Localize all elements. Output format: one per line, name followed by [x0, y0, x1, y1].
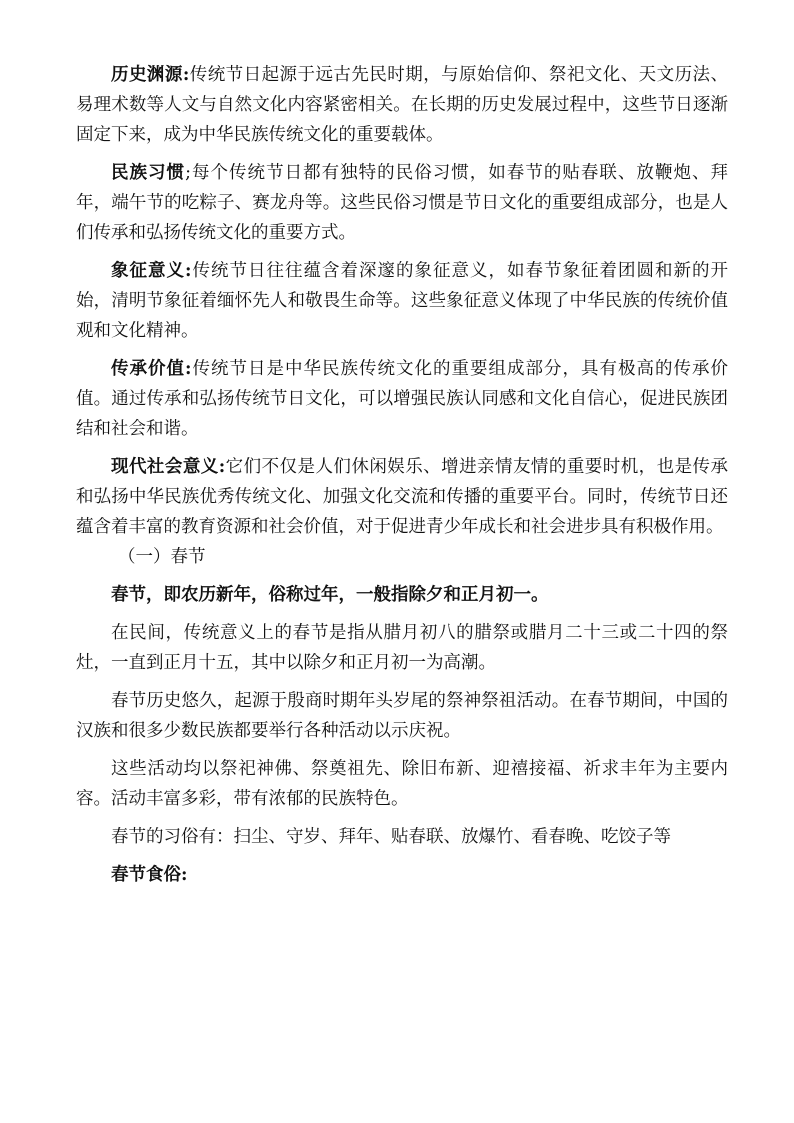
section-heading-spring-festival: （一）春节 [118, 547, 206, 567]
document-page [76, 60, 728, 890]
text-history: 传统节日起源于远古先民时期，与原始信仰、祭祀文化、天文历法、易理术数等人文与自然文化内容紧密相关。在长期的历史发展过程中，这些节日逐渐固定下来，成为中华民族传统文化的重要载体。 [76, 65, 728, 145]
text-symbolism: 传统节日往往蕴含着深邃的象征意义，如春节象征着团圆和新的开始，清明节象征着缅怀先人和敬畏生命等。这些象征意义体现了中华民族的传统价值观和文化精神。 [76, 261, 728, 341]
paragraph-customs [76, 158, 728, 248]
text-modern: 它们不仅是人们休闲娱乐、增进亲情友情的重要时机，也是传承和弘扬中华民族优秀传统文化、加强文化交流和传播的重要平台。同时，传统节日还蕴含着丰富的教育资源和社会价值，对于促进青少年成长和社会进步具有积极作用。 [76, 457, 728, 537]
paragraph-spring-1: 在民间，传统意义上的春节是指从腊月初八的腊祭或腊月二十三或二十四的祭灶，一直到正月十五，其中以除夕和正月初一为高潮。 [76, 623, 728, 673]
paragraph-spring-2: 春节历史悠久，起源于殷商时期年头岁尾的祭神祭祖活动。在春节期间，中国的汉族和很多少数民族都要举行各种活动以示庆祝。 [76, 691, 728, 741]
spring-food-label: 春节食俗: [111, 865, 188, 885]
text-customs: ;每个传统节日都有独特的民俗习惯，如春节的贴春联、放鞭炮、拜年，端午节的吃粽子、赛龙舟等。这些民俗习惯是节日文化的重要组成部分，也是人们传承和弘扬传统文化的重要方式。 [76, 163, 728, 243]
paragraph-heritage [76, 354, 728, 444]
label-history: 历史渊源: [111, 65, 190, 85]
label-symbolism: 象征意义: [111, 261, 192, 281]
label-modern: 现代社会意义: [111, 457, 226, 477]
spring-lead-sentence: 春节，即农历新年，俗称过年，一般指除夕和正月初一。 [111, 585, 549, 605]
text-heritage: 传统节日是中华民族传统文化的重要组成部分，具有极高的传承价值。通过传承和弘扬传统节日文化，可以增强民族认同感和文化自信心，促进民族团结和社会和谐。 [76, 359, 728, 439]
paragraph-history [76, 60, 728, 150]
label-customs: 民族习惯 [111, 163, 186, 183]
paragraph-symbolism [76, 256, 728, 346]
label-heritage: 传承价值: [111, 359, 192, 379]
paragraph-spring-3: 这些活动均以祭祀神佛、祭奠祖先、除旧布新、迎禧接福、祈求丰年为主要内容。活动丰富多彩，带有浓郁的民族特色。 [76, 759, 728, 809]
paragraph-modern [76, 452, 728, 542]
paragraph-spring-customs: 春节的习俗有：扫尘、守岁、拜年、贴春联、放爆竹、看春晚、吃饺子等 [111, 827, 671, 847]
